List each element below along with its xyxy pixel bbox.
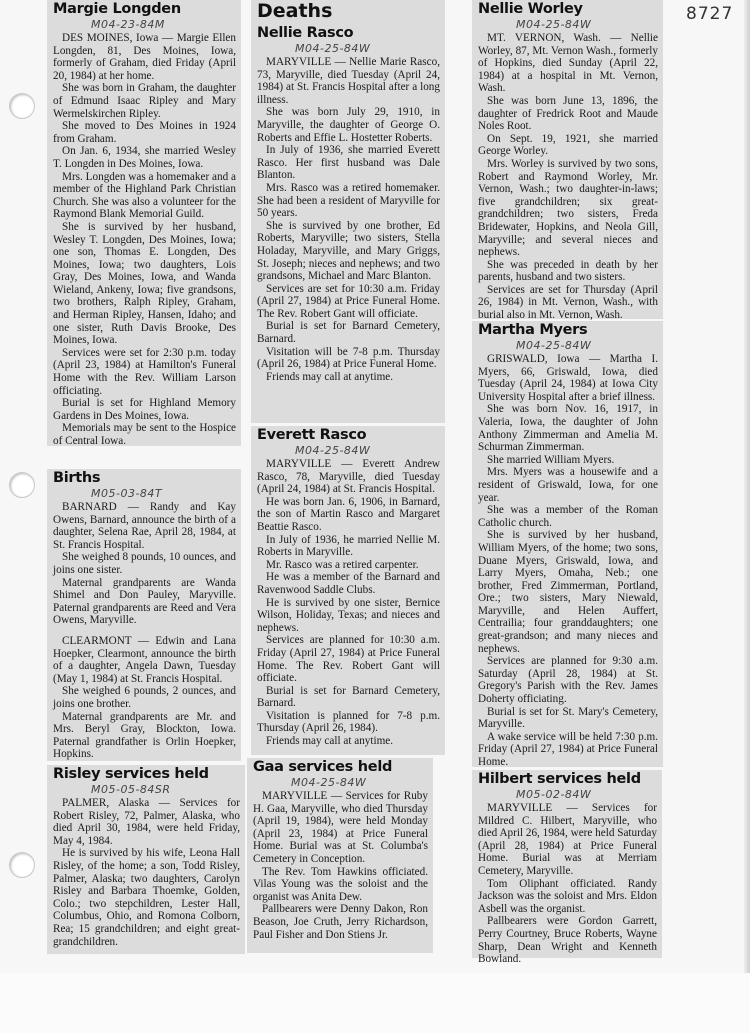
article-paragraph: She was born in Graham, the daughter of Edmund Isaac Ripley and Mary Wermelskirchen Ripley. bbox=[53, 82, 236, 120]
article-paragraph: DES MOINES, Iowa — Margie Ellen Longden, 81, Des Moines, Iowa, formerly of Graham, died Friday (April 20, 1984) at her home. bbox=[53, 32, 236, 82]
handwritten-date-note: M04-25-84W bbox=[295, 444, 371, 457]
article-paragraph: He was born Jan. 6, 1906, in Barnard, the son of Martin Rasco and Margaret Beattie Rasco. bbox=[257, 495, 440, 533]
article-paragraph: Mr. Rasco was a retired carpenter. bbox=[266, 558, 419, 571]
article-paragraph: She is survived by one brother, Ed Roberts, Maryville; two sisters, Stella Holaday, Maryville, and Mary Griggs, St. Joseph; nieces and nephews; and two grandsons, Michael and Marc Blanton. bbox=[257, 219, 440, 283]
article-paragraph: Services are planned for 10:30 a.m. Friday (April 27, 1984) at Price Funeral Home. The Rev. Robert Gant will officiate. bbox=[257, 634, 440, 685]
handwritten-date-note: M04-25-84W bbox=[516, 339, 592, 352]
article-paragraph: CLEARMONT — Edwin and Lana Hoepker, Clearmont, announce the birth of a daughter, Angela Dawn, Tuesday (May 1, 1984) at St. Francis Hospital. bbox=[53, 634, 236, 685]
handwritten-date-note: M05-05-84SR bbox=[91, 783, 171, 796]
page-bottom-margin bbox=[0, 973, 750, 1033]
article-paragraph: She was a member of the Roman Catholic church. bbox=[478, 504, 658, 529]
clipping-martha-myers bbox=[472, 321, 663, 767]
clipping-gaa-services bbox=[247, 758, 433, 953]
article-paragraph: MARYVILLE — Services for Mildred C. Hilbert, Maryville, who died April 26, 1984, were held Saturday (April 28, 1984) at Price Funeral Home. Burial was at Merriam Cemetery, Maryville. bbox=[478, 802, 657, 877]
article-paragraph: Burial is set for Barnard Cemetery, Barnard. bbox=[257, 684, 440, 710]
article-paragraph: On Sept. 19, 1921, she married George Worley. bbox=[478, 132, 658, 158]
article-paragraph: MARYVILLE — Nellie Marie Rasco, 73, Maryville, died Tuesday (April 24, 1984) at St. Francis Hospital after a long illness. bbox=[257, 56, 440, 106]
clipping-hilbert-services bbox=[472, 770, 662, 966]
article-paragraph: Burial is set for Barnard Cemetery, Barnard. bbox=[257, 320, 440, 346]
article-paragraph: Mrs. Longden was a homemaker and a member of the Highland Park Christian Church. She was also a volunteer for the Raymond Blank Memorial Guild. bbox=[53, 170, 236, 221]
clipping-nellie-worley bbox=[472, 0, 663, 322]
article-paragraph: Pallbearers were Denny Dakon, Ron Beason, Joe Cruth, Jerry Richardson, Paul Fisher and Don Stiens Jr. bbox=[253, 903, 428, 941]
article-paragraph: She married William Myers. bbox=[487, 453, 615, 466]
article-paragraph: She was born June 13, 1896, the daughter of Fredrick Root and Maude Noles Root. bbox=[478, 94, 658, 133]
article-headline: Everett Rasco bbox=[257, 427, 367, 443]
article-paragraph: She was born Nov. 16, 1917, in Valeria, Iowa, the daughter of John Anthony Zimmerman and Amelia M. Schurman Zimmerman. bbox=[478, 403, 658, 454]
article-paragraph: BARNARD — Randy and Kay Owens, Barnard, announce the birth of a daughter, Selena Rae, April 28, 1984, at St. Francis Hospital. bbox=[53, 501, 236, 551]
handwritten-date-note: M05-02-84W bbox=[516, 788, 592, 801]
article-paragraph: She weighed 8 pounds, 10 ounces, and joins one sister. bbox=[53, 551, 236, 576]
article-paragraph: Services are set for 10:30 a.m. Friday (April 27, 1984) at Price Funeral Home. The Rev. Robert Gant will officiate. bbox=[257, 282, 440, 320]
handwritten-date-note: M04-23-84M bbox=[91, 18, 165, 31]
article-paragraph: Tom Oliphant officiated. Randy Jackson was the soloist and Mrs. Eldon Asbell was the organist. bbox=[478, 877, 657, 915]
clipping-everett-rasco bbox=[251, 426, 445, 755]
article-paragraph: She was preceded in death by her parents, husband and two sisters. bbox=[478, 258, 658, 284]
article-paragraph: PALMER, Alaska — Services for Robert Risley, 72, Palmer, Alaska, who died April 30, 1984, were held Friday, May 4, 1984. bbox=[53, 797, 240, 847]
article-paragraph: A wake service will be held 7:30 p.m. Friday (April 27, 1984) at Price Funeral Home. bbox=[478, 730, 658, 768]
article-headline: Risley services held bbox=[53, 766, 209, 782]
article-paragraph: Burial is set for St. Mary's Cemetery, Maryville. bbox=[478, 705, 658, 731]
article-paragraph: MARYVILLE — Everett Andrew Rasco, 78, Maryville, died Tuesday (April 24, 1984) at St. Francis Hospital. bbox=[257, 458, 440, 496]
article-paragraph: GRISWALD, Iowa — Martha I. Myers, 66, Griswald, Iowa, died Tuesday (April 24, 1984) at Iowa City University Hospital after a brief illness. bbox=[478, 353, 658, 403]
article-paragraph: Services are planned for 9:30 a.m. Saturday (April 28, 1984) at St. Gregory's Parish with the Rev. James Doherty officiating. bbox=[478, 655, 658, 706]
page-edge bbox=[744, 0, 750, 1033]
article-paragraph: Services are set for Thursday (April 26, 1984) in Mt. Vernon, Wash., with burial also in Mt. Vernon, Wash. bbox=[478, 283, 658, 322]
article-headline: Margie Longden bbox=[53, 1, 181, 17]
article-paragraph: Memorials may be sent to the Hospice of Central Iowa. bbox=[53, 422, 236, 447]
article-paragraph: Friends may call at anytime. bbox=[266, 370, 394, 383]
page-number: 8727 bbox=[686, 4, 734, 24]
article-paragraph: She moved to Des Moines in 1924 from Graham. bbox=[53, 120, 236, 145]
article-paragraph: She is survived by her husband, William Myers, of the home; two sons, Duane Myers, Griswald, Iowa, and Larry Myers, Omaha, Neb.; one brother, Fred Zimmerman, Portland, Ore.; two sisters, Mary Niewald, Maryville, and Helen Auffert, Centrailia; four granddaughters; one great-grandson; and many nieces and nephews. bbox=[478, 529, 658, 655]
clipping-births bbox=[47, 469, 241, 761]
handwritten-date-note: M05-03-84T bbox=[91, 487, 163, 500]
article-paragraph: Mrs. Rasco was a retired homemaker. She had been a resident of Maryville for 50 years. bbox=[257, 181, 440, 220]
article-paragraph: Visitation will be 7-8 p.m. Thursday (April 26, 1984) at Price Funeral Home. bbox=[257, 345, 440, 371]
punch-hole bbox=[9, 472, 35, 498]
article-headline: Martha Myers bbox=[478, 322, 588, 338]
article-paragraph: Mrs. Worley is survived by two sons, Robert and Raymond Worley, Mr. Vernon, Wash.; two daughter-in-laws; five grandchildren; six great-grandchildren; two sisters, Freda Bridewater, Hopkins, and Neola Gill, Maryville; and several nieces and nephews. bbox=[478, 157, 658, 259]
article-paragraph: He was a member of the Barnard and Ravenwood Saddle Clubs. bbox=[257, 571, 440, 596]
section-heading: Deaths bbox=[257, 0, 333, 22]
article-paragraph: Maternal grandparents are Wanda Shimel and Don Pauley, Maryville. Paternal grandparents are Reed and Vera Owens, Maryville. bbox=[53, 576, 236, 627]
article-paragraph: She is survived by her husband, Wesley T. Longden, Des Moines, Iowa; one son, Thomas E. Longden, Des Moines, Iowa; two daughters, Lois Gray, Des Moines, Iowa, and Wanda Wieland, Ankeny, Iowa; five grandsons, two brothers, Ralph Ripley, Graham, and Herman Ripley, Hansen, Idaho; and one sister, Ruth Davis Brooke, Des Moines, Iowa. bbox=[53, 220, 236, 347]
article-headline: Gaa services held bbox=[253, 759, 393, 775]
article-paragraph: Visitation is planned for 7-8 p.m. Thursday (April 26, 1984). bbox=[257, 709, 440, 735]
article-paragraph: Pallbearers were Gordon Garrett, Perry Courtney, Bruce Roberts, Wayne Sharp, Dean Wright and Kenneth Bowland. bbox=[478, 915, 657, 966]
article-paragraph: He is survived by one sister, Bernice Wilson, Holiday, Texas; and nieces and nephews. bbox=[257, 596, 440, 634]
article-headline: Nellie Rasco bbox=[257, 25, 354, 41]
article-paragraph: MT. VERNON, Wash. — Nellie Worley, 87, Mt. Vernon Wash., formerly of Hopkins, died Sunday (April 22, 1984) at a hospital in Mt. Vernon, Wash. bbox=[478, 32, 658, 95]
article-paragraph: On Jan. 6, 1934, she married Wesley T. Longden in Des Moines, Iowa. bbox=[53, 145, 236, 170]
punch-hole bbox=[9, 852, 35, 878]
article-paragraph: She weighed 6 pounds, 2 ounces, and joins one brother. bbox=[53, 685, 236, 710]
article-paragraph: MARYVILLE — Services for Ruby H. Gaa, Maryville, who died Thursday (April 19, 1984), were held Monday (April 23, 1984) at Price Funeral Home. Burial was at St. Columba's Cemetery in Conception. bbox=[253, 790, 428, 865]
article-paragraph: Maternal grandparents are Mr. and Mrs. Beryl Gray, Blockton, Iowa. Paternal grandfather is Orlin Hoepker, Hopkins. bbox=[53, 710, 236, 761]
article-paragraph: Friends may call at anytime. bbox=[266, 735, 394, 748]
article-paragraph: Mrs. Myers was a housewife and a resident of Griswald, Iowa, for one year. bbox=[478, 466, 658, 504]
article-paragraph: She was born July 29, 1910, in Maryville, the daughter of George O. Roberts and Effie L. Hostetter Roberts. bbox=[257, 106, 440, 144]
clipping-nellie-rasco bbox=[251, 0, 445, 423]
punch-hole bbox=[9, 93, 35, 119]
article-paragraph: He is survived by his wife, Leona Hall Risley, of the home; a son, Todd Risley, Palmer, Alaska; two daughters, Carolyn Risley and Barbara Thoemke, Golden, Colo.; two stepchildren, Lester Hall, Columbus, Ohio, and Romona Colborn, Rea; 15 grandchildren; and eight great-grandchildren. bbox=[53, 847, 240, 948]
article-paragraph: In July of 1936, he married Nellie M. Roberts in Maryville. bbox=[257, 533, 440, 559]
handwritten-date-note: M04-25-84W bbox=[516, 18, 592, 31]
article-paragraph: Services were set for 2:30 p.m. today (April 23, 1984) at Hamilton's Funeral Home with the Rev. William Larson officiating. bbox=[53, 346, 236, 397]
clipping-risley-services bbox=[47, 765, 245, 954]
article-headline: Nellie Worley bbox=[478, 1, 583, 17]
handwritten-date-note: M04-25-84W bbox=[291, 776, 367, 789]
article-paragraph: The Rev. Tom Hawkins officiated. Vilas Young was the soloist and the organist was Anita Dew. bbox=[253, 865, 428, 903]
article-paragraph: Burial is set for Highland Memory Gardens in Des Moines, Iowa. bbox=[53, 397, 236, 422]
clipping-margie-longden bbox=[47, 0, 241, 446]
handwritten-date-note: M04-25-84W bbox=[295, 42, 371, 55]
article-paragraph: In July of 1936, she married Everett Rasco. Her first husband was Dale Blanton. bbox=[257, 144, 440, 182]
article-headline: Births bbox=[53, 470, 101, 486]
article-headline: Hilbert services held bbox=[478, 771, 641, 787]
